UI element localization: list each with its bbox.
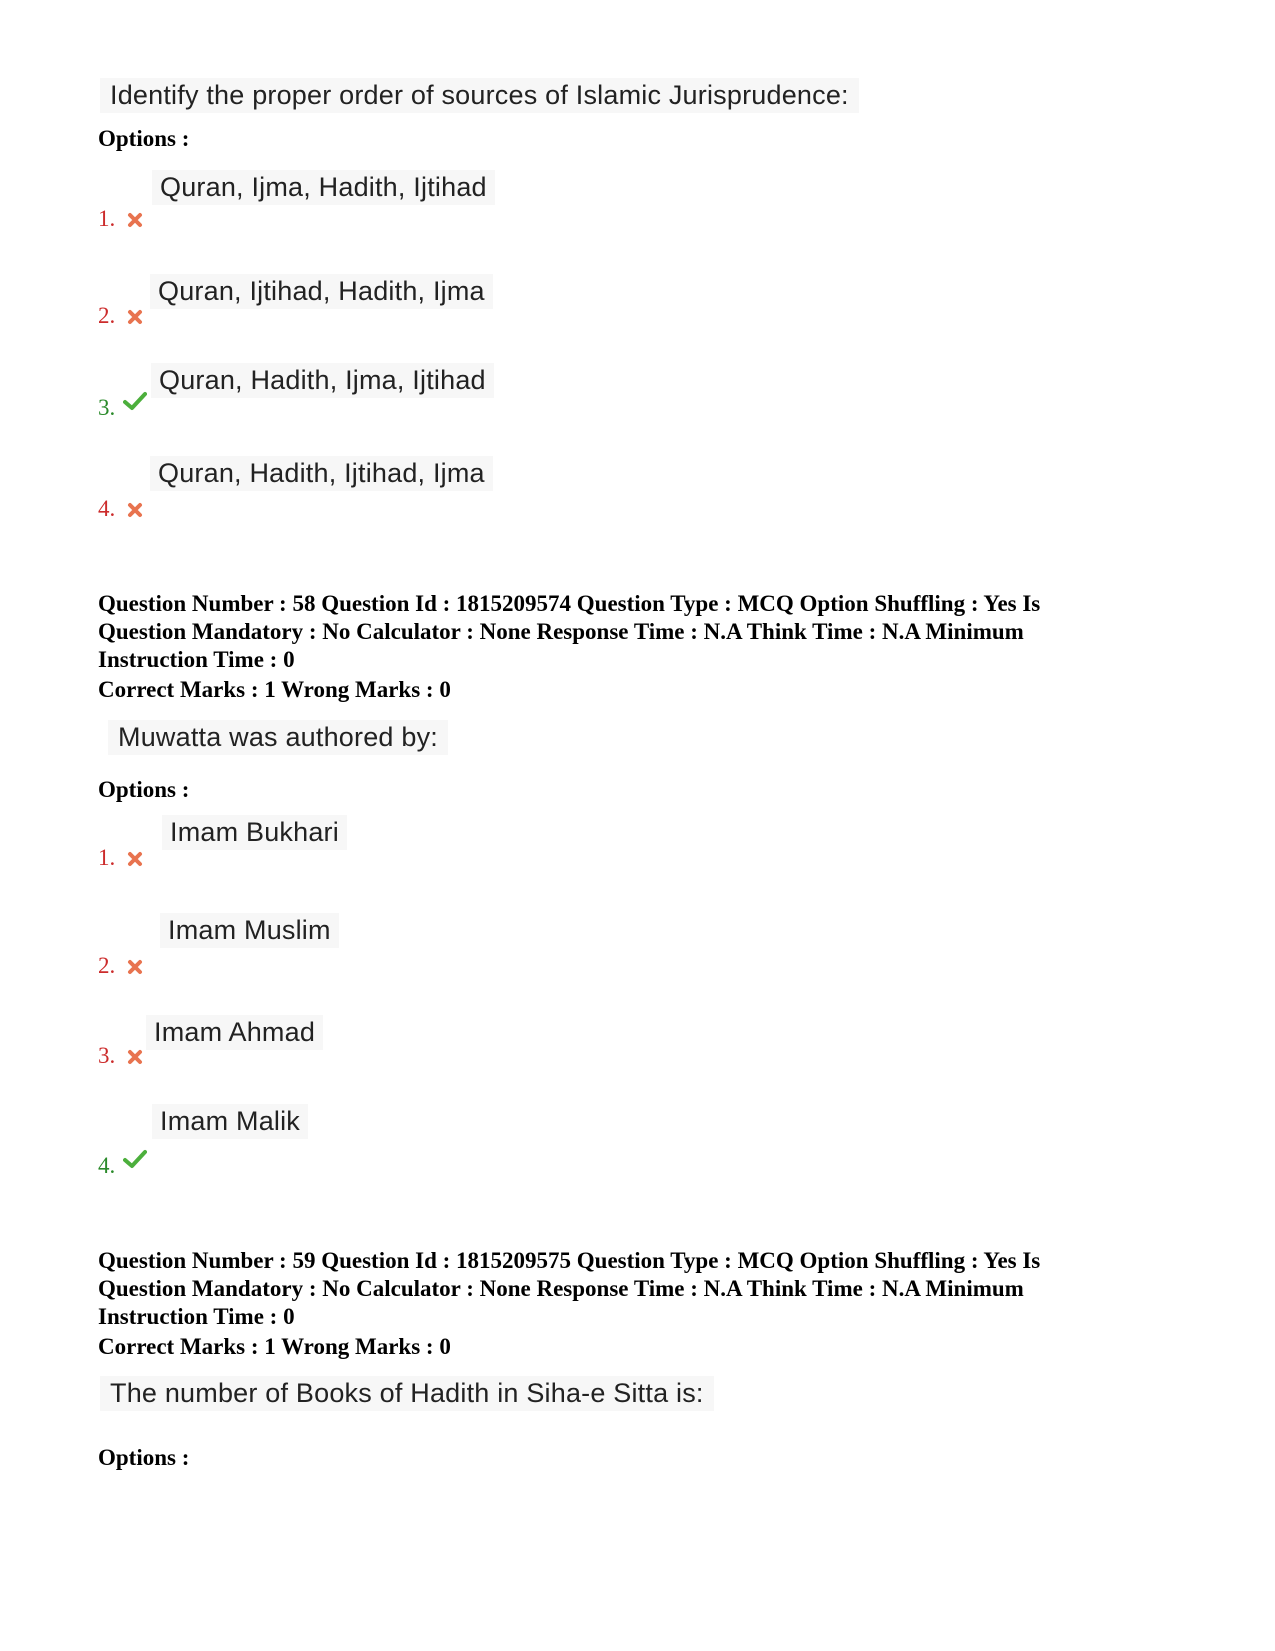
cross-icon (126, 211, 144, 229)
option-number: 2. (98, 953, 116, 978)
option-number: 1. (98, 206, 116, 231)
option-number: 2. (98, 303, 116, 328)
option-text: Imam Ahmad (146, 1015, 323, 1050)
checkmark-icon (123, 391, 147, 411)
option-number: 3. (98, 395, 116, 420)
options-label: Options : (98, 1445, 190, 1470)
option-text: Imam Bukhari (162, 815, 347, 850)
cross-icon (126, 850, 144, 868)
cross-icon (126, 501, 144, 519)
question-text: Muwatta was authored by: (108, 720, 448, 755)
question-text: The number of Books of Hadith in Siha-e Sitta is: (100, 1376, 714, 1411)
marks-info: Correct Marks : 1 Wrong Marks : 0 (98, 677, 451, 702)
option-number: 3. (98, 1043, 116, 1068)
question-meta (98, 590, 1178, 674)
option-text: Imam Muslim (160, 913, 339, 948)
options-label: Options : (98, 126, 190, 151)
option-text: Imam Malik (152, 1104, 308, 1139)
option-number: 4. (98, 496, 116, 521)
cross-icon (126, 958, 144, 976)
option-number: 4. (98, 1153, 116, 1178)
question-meta-line: Question Mandatory : No Calculator : None Response Time : N.A Think Time : N.A Minimum (98, 619, 1024, 644)
option-text: Quran, Hadith, Ijma, Ijtihad (151, 363, 494, 398)
cross-icon (126, 308, 144, 326)
question-meta-line: Instruction Time : 0 (98, 647, 295, 672)
question-meta-line: Question Number : 59 Question Id : 1815209575 Question Type : MCQ Option Shuffling : Yes Is (98, 1248, 1041, 1273)
question-meta-line: Instruction Time : 0 (98, 1304, 295, 1329)
question-meta-line: Question Mandatory : No Calculator : None Response Time : N.A Think Time : N.A Minimum (98, 1276, 1024, 1301)
marks-info: Correct Marks : 1 Wrong Marks : 0 (98, 1334, 451, 1359)
checkmark-icon (123, 1149, 147, 1169)
option-text: Quran, Hadith, Ijtihad, Ijma (150, 456, 493, 491)
option-text: Quran, Ijma, Hadith, Ijtihad (152, 170, 495, 205)
question-text: Identify the proper order of sources of Islamic Jurisprudence: (100, 78, 859, 113)
question-meta-line: Question Number : 58 Question Id : 1815209574 Question Type : MCQ Option Shuffling : Yes Is (98, 591, 1041, 616)
option-text: Quran, Ijtihad, Hadith, Ijma (150, 274, 493, 309)
options-label: Options : (98, 777, 190, 802)
question-meta (98, 1247, 1178, 1331)
cross-icon (126, 1048, 144, 1066)
option-number: 1. (98, 845, 116, 870)
